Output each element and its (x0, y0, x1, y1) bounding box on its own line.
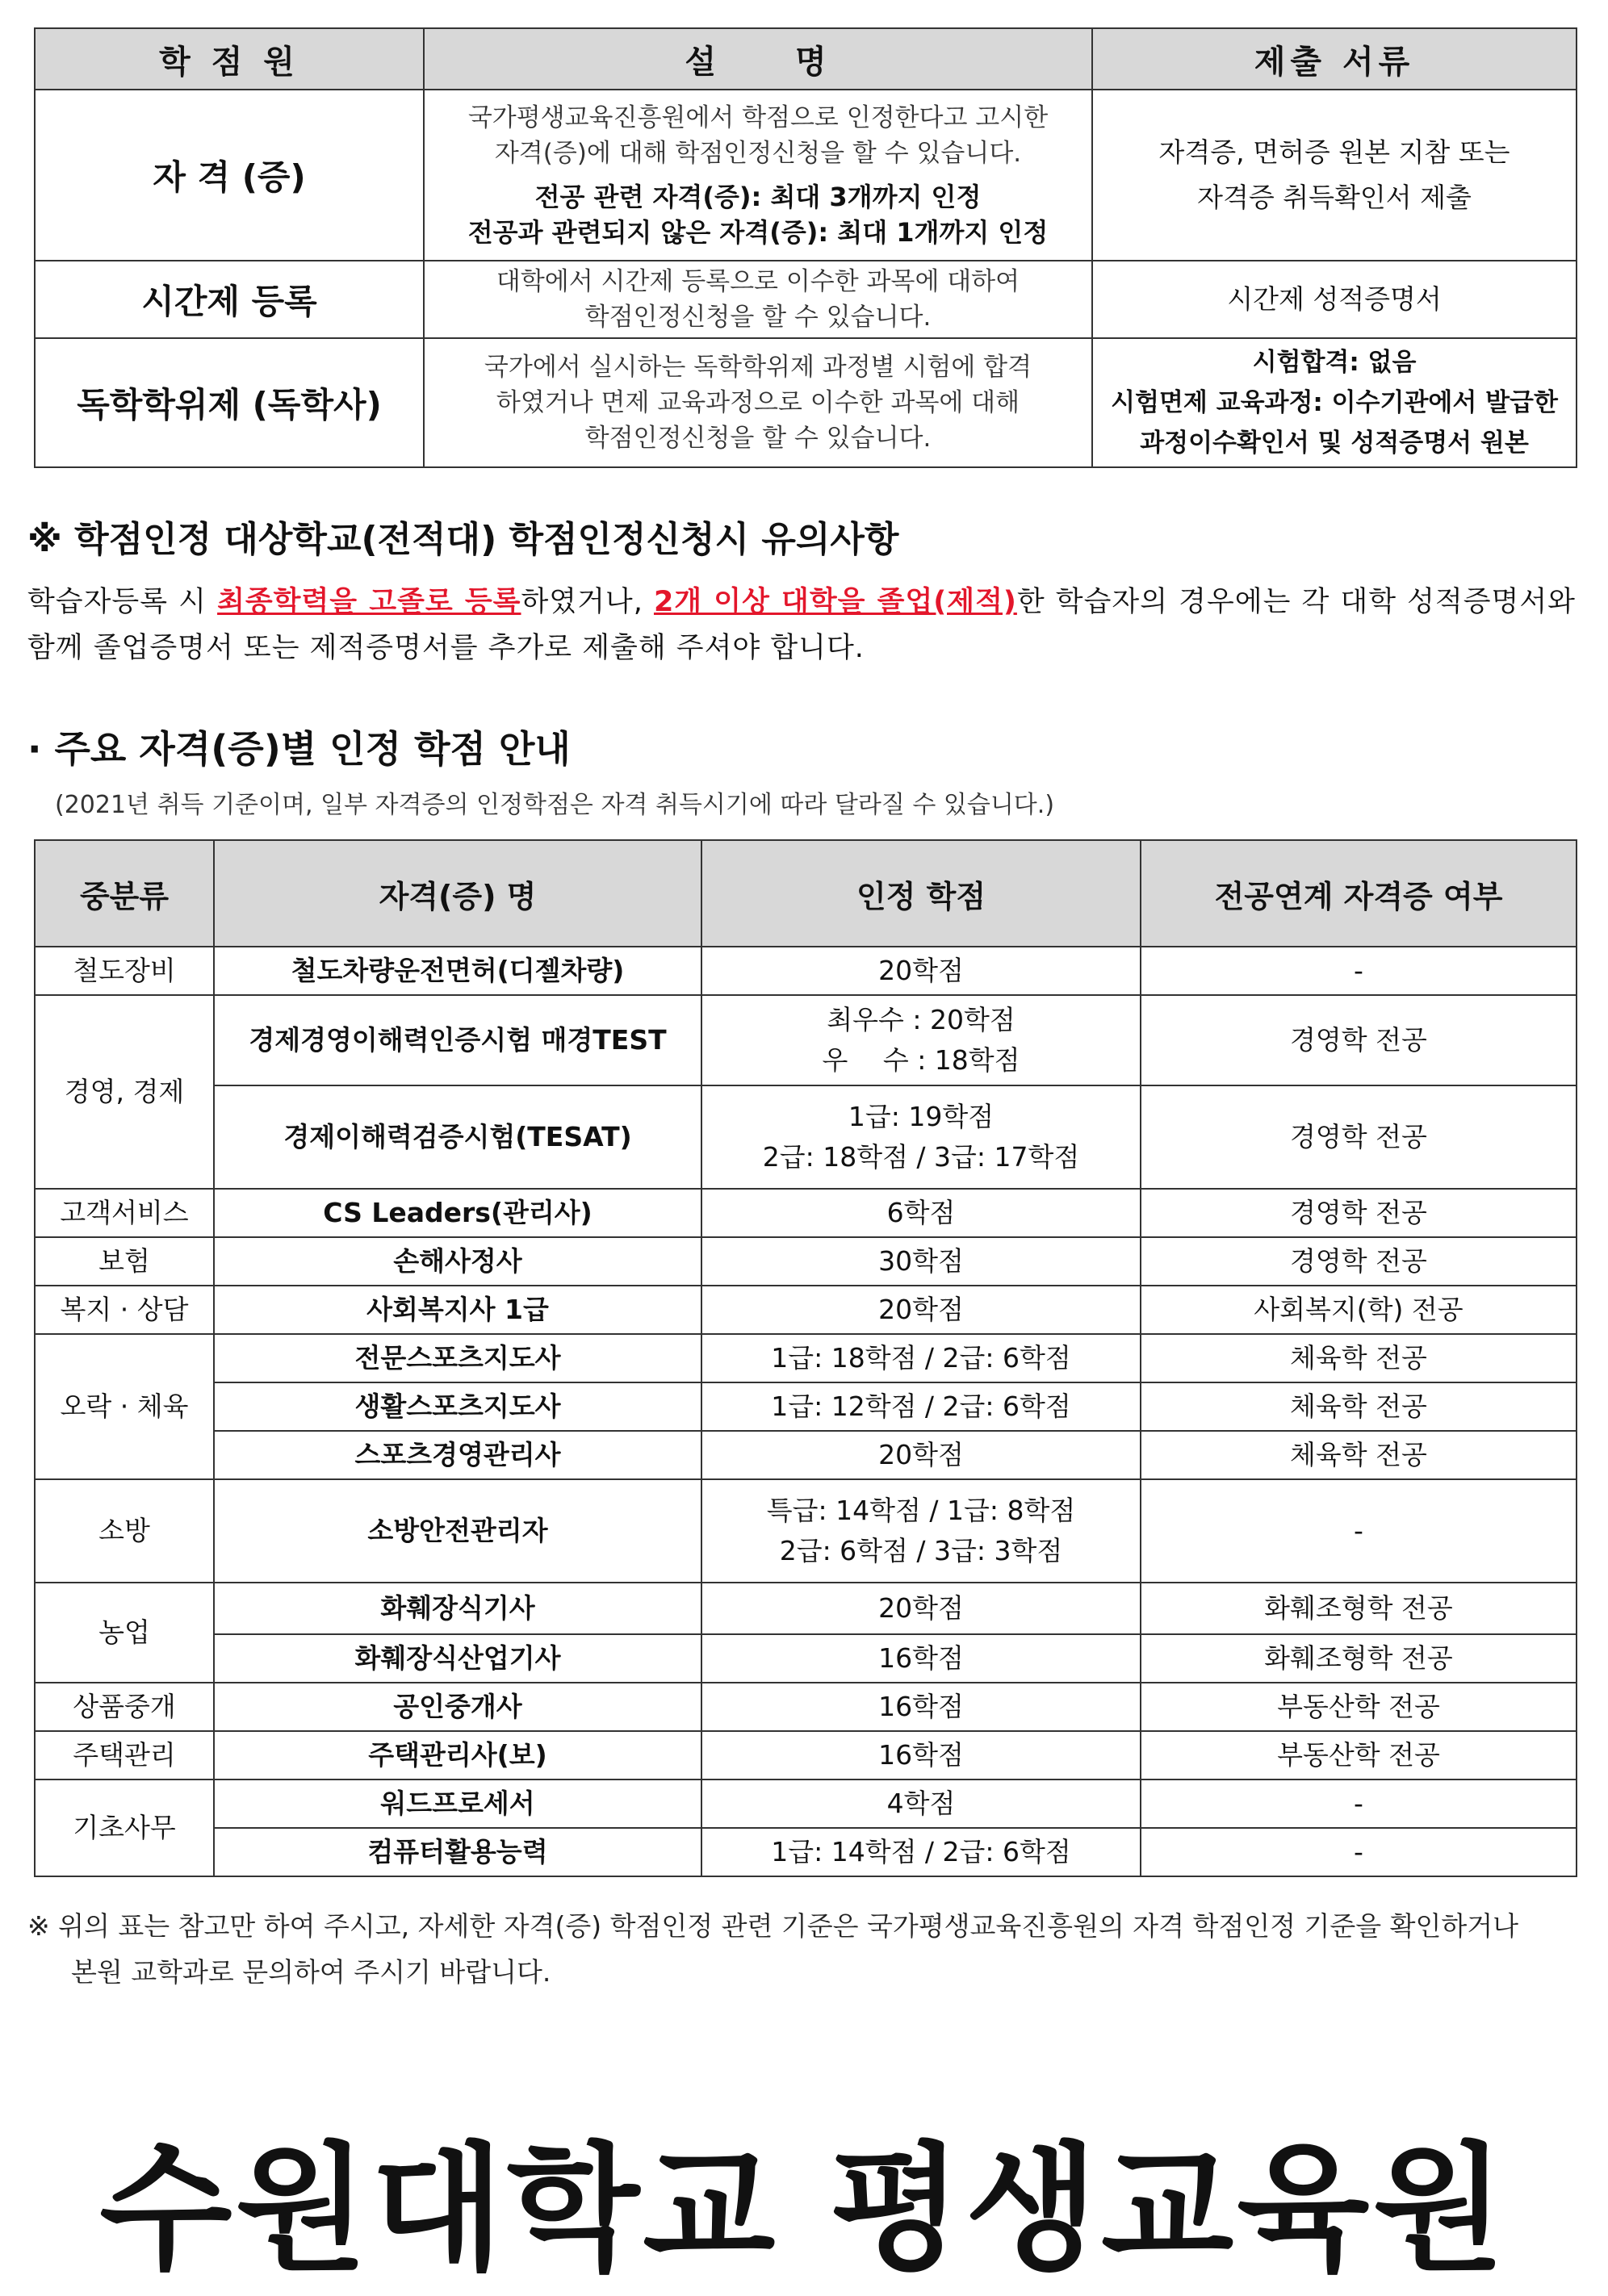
row-description (424, 261, 1092, 338)
docs-line: 시험면제 교육과정: 이수기관에서 발급한 (1111, 388, 1558, 417)
group-cell: 복지 · 상담 (35, 1286, 214, 1334)
org-title: 수원대학교 평생교육원 (99, 2130, 1509, 2290)
major-cell: 경영학 전공 (1141, 1237, 1577, 1286)
footnote (27, 1903, 1576, 1995)
credit-cell: 30학점 (701, 1237, 1141, 1286)
header-major: 전공연계 자격증 여부 (1141, 840, 1577, 947)
row-documents: 시간제 성적증명서 (1092, 261, 1577, 338)
table-row (35, 947, 1577, 995)
credit-cell: 20학점 (701, 1583, 1141, 1634)
table-row (35, 1683, 1577, 1731)
credit-line: 2급: 6학점 / 3급: 3학점 (779, 1535, 1063, 1566)
row-category: 자 격 (증) (35, 90, 424, 261)
row-category: 시간제 등록 (35, 261, 424, 338)
credit-line: 우 수 : 18학점 (822, 1044, 1020, 1076)
group-cell: 철도장비 (35, 947, 214, 995)
header-category: 중분류 (35, 840, 214, 947)
table-row (35, 1382, 1577, 1431)
row-documents (1092, 338, 1577, 467)
major-cell: - (1141, 1780, 1577, 1828)
cert-name: 화훼장식산업기사 (214, 1634, 701, 1683)
major-cell: 경영학 전공 (1141, 1189, 1577, 1237)
cert-name: 소방안전관리자 (214, 1479, 701, 1583)
credit-line: 특급: 14학점 / 1급: 8학점 (766, 1495, 1076, 1526)
table-row (35, 1237, 1577, 1286)
notice-heading: ※ 학점인정 대상학교(전적대) 학점인정신청시 유의사항 (27, 519, 899, 560)
header-description: 설 명 (424, 28, 1092, 90)
credit-cell: 16학점 (701, 1731, 1141, 1780)
credit-cell: 16학점 (701, 1683, 1141, 1731)
desc-line: 하였거나 면제 교육과정으로 이수한 과목에 대해 (496, 388, 1020, 417)
major-cell: 사회복지(학) 전공 (1141, 1286, 1577, 1334)
cert-name: 경제경영이해력인증시험 매경TEST (214, 995, 701, 1085)
table-header-row (35, 28, 1577, 90)
desc-line: 국가평생교육진흥원에서 학점으로 인정한다고 고시한 (467, 103, 1049, 132)
row-description (424, 338, 1092, 467)
group-cell: 고객서비스 (35, 1189, 214, 1237)
group-cell: 기초사무 (35, 1780, 214, 1876)
cert-name: 공인중개사 (214, 1683, 701, 1731)
credit-cell (701, 995, 1141, 1085)
major-cell: 경영학 전공 (1141, 1085, 1577, 1189)
credit-cell: 1급: 18학점 / 2급: 6학점 (701, 1334, 1141, 1382)
desc-line: 학점인정신청을 할 수 있습니다. (584, 303, 932, 332)
group-cell: 소방 (35, 1479, 214, 1583)
cert-name: 워드프로세서 (214, 1780, 701, 1828)
docs-line: 시험합격: 없음 (1252, 348, 1417, 377)
table-header-row (35, 840, 1577, 947)
row-description (424, 90, 1092, 261)
major-cell: 부동산학 전공 (1141, 1683, 1577, 1731)
credit-cell: 1급: 14학점 / 2급: 6학점 (701, 1828, 1141, 1876)
notice-text: 하였거나, (521, 586, 654, 618)
major-cell: 부동산학 전공 (1141, 1731, 1577, 1780)
cert-name: 철도차량운전면허(디젤차량) (214, 947, 701, 995)
desc-line: 대학에서 시간제 등록으로 이수한 과목에 대하여 (496, 267, 1020, 296)
desc-strong-line: 전공 관련 자격(증): 최대 3개까지 인정 (534, 182, 982, 212)
notice-text: 한 학습자의 경우에는 각 대학 성적증명서와 함께 졸업증명서 또는 제적증명서를 추가로 제출해 주셔야 합니다. (27, 586, 1576, 664)
table-row (35, 1583, 1577, 1634)
header-documents: 제출 서류 (1092, 28, 1577, 90)
table-row (35, 1780, 1577, 1828)
cert-name: 전문스포츠지도사 (214, 1334, 701, 1382)
table-row (35, 1828, 1577, 1876)
group-cell: 오락 · 체육 (35, 1334, 214, 1479)
major-cell: 화훼조형학 전공 (1141, 1634, 1577, 1683)
cert-name: 스포츠경영관리사 (214, 1431, 701, 1479)
table-row (35, 1479, 1577, 1583)
cert-name: 주택관리사(보) (214, 1731, 701, 1780)
group-cell: 경영, 경제 (35, 995, 214, 1189)
major-cell: - (1141, 947, 1577, 995)
cert-name: 생활스포츠지도사 (214, 1382, 701, 1431)
group-cell: 농업 (35, 1583, 214, 1683)
table-row (35, 1731, 1577, 1780)
cert-name: 화훼장식기사 (214, 1583, 701, 1634)
group-cell: 상품중개 (35, 1683, 214, 1731)
header-credit: 인정 학점 (701, 840, 1141, 947)
docs-line: 자격증 취득확인서 제출 (1197, 182, 1472, 213)
group-cell: 보험 (35, 1237, 214, 1286)
table-row (35, 1189, 1577, 1237)
cert-name: 경제이해력검증시험(TESAT) (214, 1085, 701, 1189)
footnote-line: 본원 교학과로 문의하여 주시기 바랍니다. (71, 1956, 551, 1988)
credit-cell: 20학점 (701, 1286, 1141, 1334)
group-cell: 주택관리 (35, 1731, 214, 1780)
table-row (35, 1286, 1577, 1334)
cert-name: CS Leaders(관리사) (214, 1189, 701, 1237)
table-row (35, 90, 1577, 261)
credit-line: 1급: 19학점 (848, 1101, 995, 1132)
credit-cell: 16학점 (701, 1634, 1141, 1683)
major-cell: 체육학 전공 (1141, 1334, 1577, 1382)
credit-cell (701, 1479, 1141, 1583)
table-row (35, 1634, 1577, 1683)
header-cert-name: 자격(증) 명 (214, 840, 701, 947)
credit-cell: 6학점 (701, 1189, 1141, 1237)
credit-cell: 20학점 (701, 1431, 1141, 1479)
desc-strong-line: 전공과 관련되지 않은 자격(증): 최대 1개까지 인정 (467, 217, 1049, 248)
notice-highlight-1: 최종학력을 고졸로 등록 (217, 586, 521, 618)
credit-cell: 1급: 12학점 / 2급: 6학점 (701, 1382, 1141, 1431)
cert-name: 컴퓨터활용능력 (214, 1828, 701, 1876)
major-cell: 경영학 전공 (1141, 995, 1577, 1085)
desc-line: 학점인정신청을 할 수 있습니다. (584, 424, 932, 453)
docs-line: 과정이수확인서 및 성적증명서 원본 (1140, 429, 1529, 458)
major-cell: 체육학 전공 (1141, 1431, 1577, 1479)
row-documents (1092, 90, 1577, 261)
major-cell: - (1141, 1828, 1577, 1876)
major-cell: - (1141, 1479, 1577, 1583)
notice-paragraph (27, 579, 1576, 671)
section-note: (2021년 취득 기준이며, 일부 자격증의 인정학점은 자격 취득시기에 따라 달라질 수 있습니다.) (55, 791, 1055, 819)
row-category: 독학학위제 (독학사) (35, 338, 424, 467)
footnote-line: ※ 위의 표는 참고만 하여 주시고, 자세한 자격(증) 학점인정 관련 기준은 국가평생교육진흥원의 자격 학점인정 기준을 확인하거나 (27, 1910, 1519, 1942)
major-cell: 화훼조형학 전공 (1141, 1583, 1577, 1634)
table-row (35, 1085, 1577, 1189)
table-row (35, 261, 1577, 338)
credit-line: 2급: 18학점 / 3급: 17학점 (762, 1141, 1080, 1173)
table-row (35, 995, 1577, 1085)
notice-highlight-2: 2개 이상 대학을 졸업(제적) (653, 586, 1017, 618)
desc-line: 국가에서 실시하는 독학학위제 과정별 시험에 합격 (484, 353, 1032, 382)
table-row (35, 338, 1577, 467)
credit-cell: 20학점 (701, 947, 1141, 995)
table-row (35, 1334, 1577, 1382)
credit-cell: 4학점 (701, 1780, 1141, 1828)
header-credit-source: 학 점 원 (35, 28, 424, 90)
major-cell: 체육학 전공 (1141, 1382, 1577, 1431)
cert-name: 손해사정사 (214, 1237, 701, 1286)
credit-source-table (34, 27, 1577, 468)
section-heading: · 주요 자격(증)별 인정 학점 안내 (27, 727, 571, 771)
table-row (35, 1431, 1577, 1479)
cert-name: 사회복지사 1급 (214, 1286, 701, 1334)
docs-line: 자격증, 면허증 원본 지참 또는 (1158, 136, 1510, 168)
certificate-credit-table (34, 839, 1577, 1877)
desc-line: 자격(증)에 대해 학점인정신청을 할 수 있습니다. (494, 139, 1022, 168)
credit-cell (701, 1085, 1141, 1189)
credit-line: 최우수 : 20학점 (827, 1004, 1015, 1035)
notice-text: 학습자등록 시 (27, 586, 218, 618)
